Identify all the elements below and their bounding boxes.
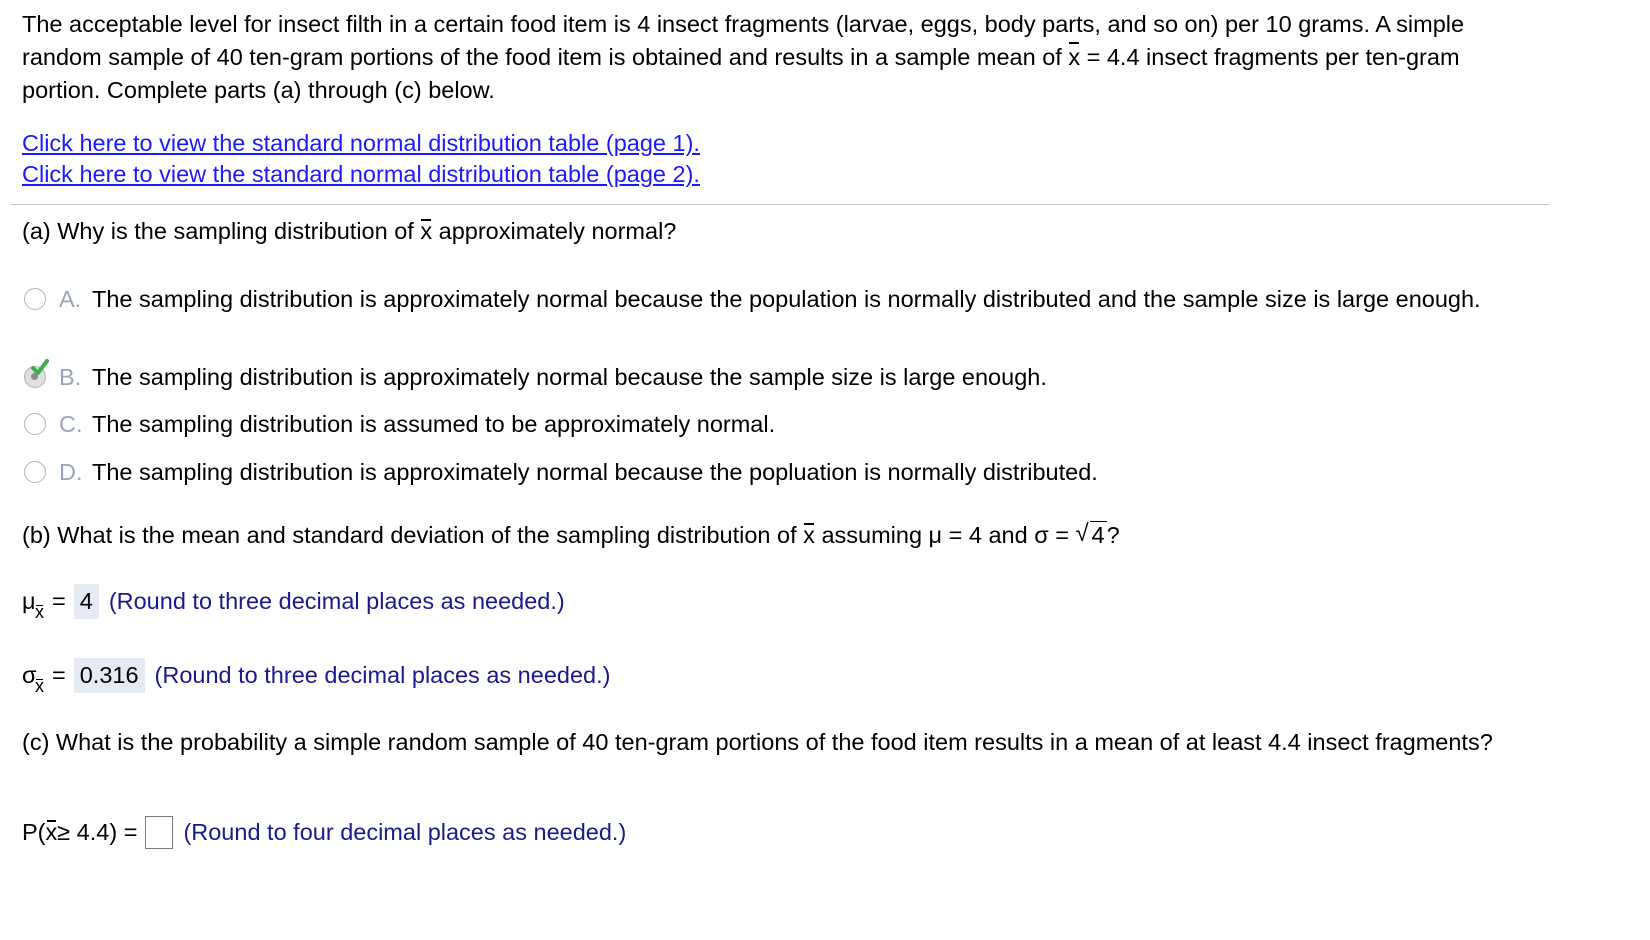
part-b-question-mark: ? (1106, 522, 1120, 548)
part-a-question-tail: approximately normal? (432, 218, 677, 244)
probability-rounding-hint: (Round to four decimal places as needed.) (183, 819, 627, 845)
equals-sign: = (52, 588, 66, 614)
mean-answer-box: 4 (74, 584, 99, 619)
part-a-question-text: (a) Why is the sampling distribution of (22, 218, 421, 244)
part-b-question (22, 522, 1120, 549)
x-bar-subscript: x (35, 602, 44, 622)
mean-x-bar-symbol (22, 588, 48, 622)
part-c-question: (c) What is the probability a simple random sample of 40 ten-gram portions of the food item results in a mean of at least 4.4 insect fragments? (22, 729, 1493, 755)
radio-option-a[interactable] (24, 288, 46, 310)
probability-prefix: P( (22, 819, 46, 845)
option-c[interactable] (24, 409, 1492, 439)
x-bar-symbol: x (420, 218, 433, 244)
table-links (22, 128, 700, 190)
option-b-letter: B. (59, 364, 82, 390)
mean-answer-line (22, 584, 565, 622)
intro-line-2-text: random sample of 40 ten-gram portions of the food item is obtained and results in a sample mean of (22, 44, 1069, 70)
normal-table-link-page-2[interactable]: Click here to view the standard normal distribution table (page 2). (22, 161, 700, 187)
mu-symbol: μ (22, 588, 36, 614)
part-b-question-text: (b) What is the mean and standard deviation of the sampling distribution of (22, 522, 804, 548)
radio-option-c[interactable] (24, 413, 46, 435)
radio-option-d[interactable] (24, 461, 46, 483)
intro-line-3: portion. Complete parts (a) through (c) below. (22, 77, 495, 103)
x-bar-symbol: x (1068, 41, 1080, 74)
sqrt-expression (1076, 522, 1107, 549)
option-d-letter: D. (59, 459, 83, 485)
x-bar-symbol: x (803, 522, 815, 548)
sd-x-bar-symbol (22, 662, 48, 696)
sd-answer-box: 0.316 (74, 658, 145, 693)
part-b-question-mid: assuming μ = 4 and σ = (814, 522, 1076, 548)
intro-line-2 (22, 41, 1567, 74)
option-a[interactable] (24, 284, 1492, 314)
intro-line-2-tail: = 4.4 insect fragments per ten-gram (1080, 44, 1460, 70)
x-bar-symbol: x (45, 819, 58, 845)
option-c-letter: C. (59, 411, 83, 437)
option-a-letter: A. (59, 286, 82, 312)
radical-icon: √ (1075, 520, 1089, 547)
probability-expression: ≥ 4.4) = (57, 819, 138, 845)
part-a-question (22, 218, 676, 245)
option-c-text: The sampling distribution is assumed to be approximately normal. (92, 411, 776, 437)
sqrt-value: 4 (1091, 522, 1105, 548)
intro-line-1: The acceptable level for insect filth in a certain food item is 4 insect fragments (larvae, eggs, body parts, and so on) per 10 grams. A simple (22, 11, 1465, 37)
normal-table-link-page-1[interactable]: Click here to view the standard normal distribution table (page 1). (22, 130, 700, 156)
radio-option-b[interactable] (24, 366, 46, 388)
problem-statement (22, 8, 1567, 107)
sigma-symbol: σ (22, 662, 37, 688)
sd-rounding-hint: (Round to three decimal places as needed.) (154, 662, 611, 688)
option-b[interactable] (24, 362, 1492, 392)
mean-rounding-hint: (Round to three decimal places as needed.) (108, 588, 565, 614)
sd-answer-line (22, 658, 611, 696)
probability-input[interactable] (145, 816, 173, 849)
probability-answer-line (22, 816, 626, 849)
section-divider (10, 204, 1550, 205)
x-bar-subscript: x (35, 676, 44, 696)
option-a-text: The sampling distribution is approximately normal because the population is normally distributed and the sample size is large enough. (92, 286, 1481, 312)
option-d-text: The sampling distribution is approximately normal because the popluation is normally distributed. (92, 459, 1098, 485)
option-b-text: The sampling distribution is approximately normal because the sample size is large enough. (92, 364, 1047, 390)
equals-sign: = (52, 662, 66, 688)
option-d[interactable] (24, 457, 1492, 487)
correct-check-icon (30, 358, 50, 378)
